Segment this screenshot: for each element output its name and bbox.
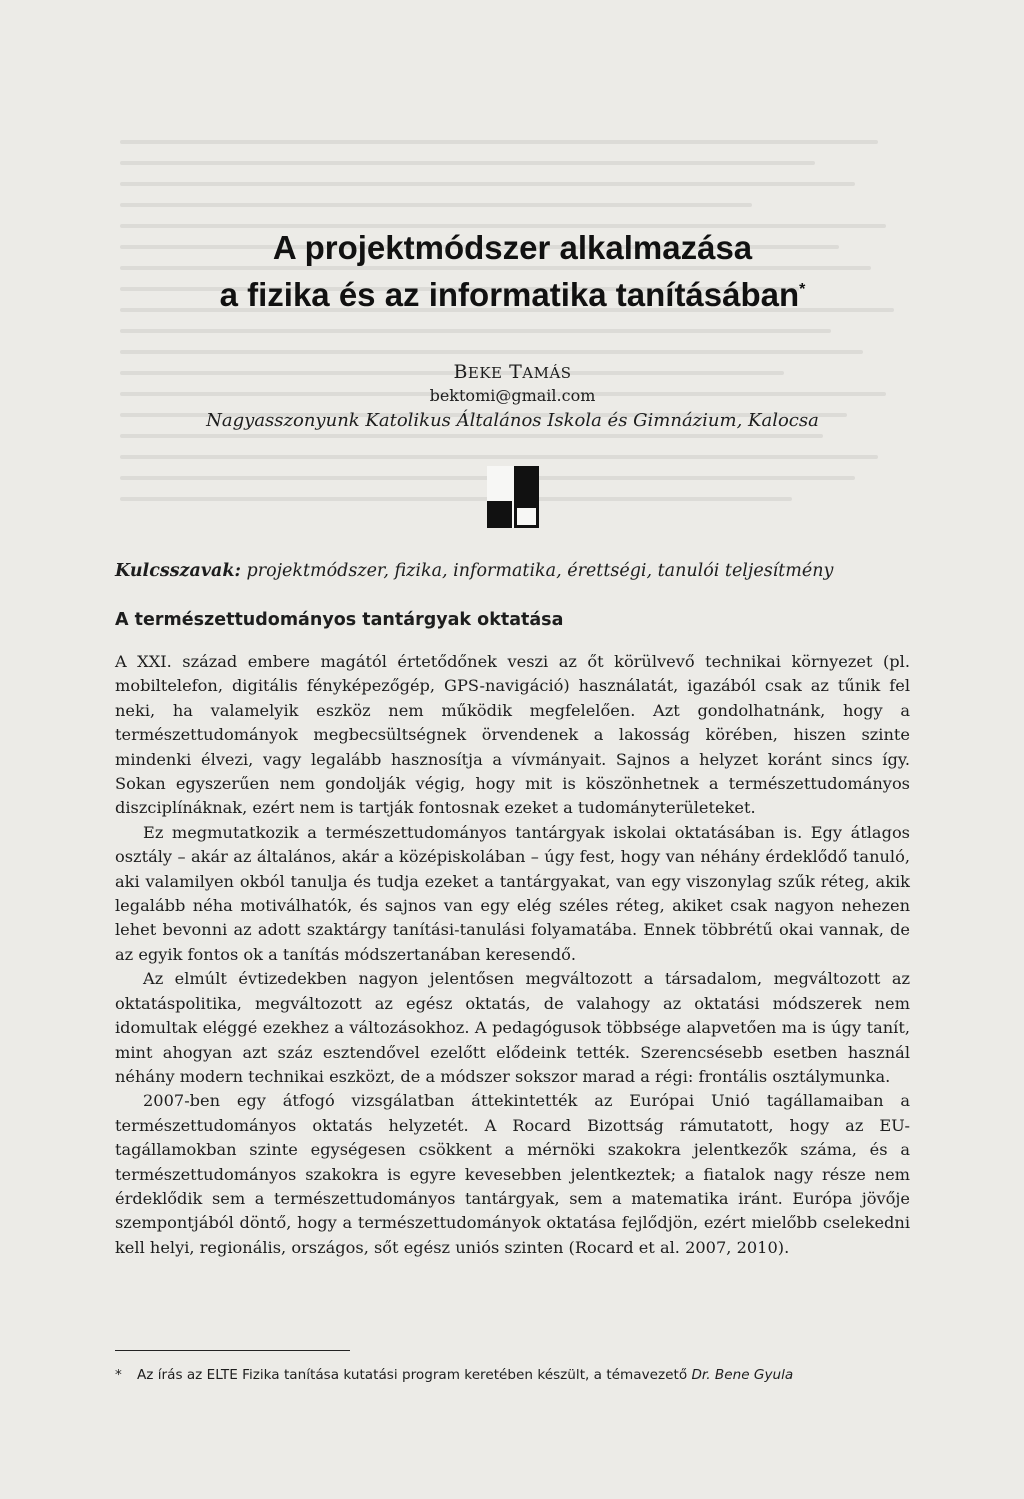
journal-logo xyxy=(487,466,539,528)
footnote-text: Az írás az ELTE Fizika tanítása kutatási program keretében készült, a témavezető xyxy=(137,1367,692,1383)
paragraph-2: Ez megmutatkozik a természettudományos tantárgyak iskolai oktatásában is. Egy átlagos osztály – akár az általános, akár a középiskolában – úgy fest, hogy van néhány érdeklődő tanuló, aki valamilyen okból tanulja és tudja ezeket a tantárgyakat, van egy viszonylag szűk réteg, akik legalább néha motiválhatók, és sajnos van egy elég széles réteg, akiket csak nagyon nehezen lehet bevonni az adott szaktárgy tanítási-tanulási folyamatába. Ennek többrétű okai vannak, de az egyik fontos ok a tanítás módszertanában keresendő. xyxy=(115,822,910,964)
body-text xyxy=(115,650,910,1260)
footnote-divider xyxy=(115,1350,350,1351)
author-last-rest: AMÁS xyxy=(522,364,572,382)
author-first-rest: EKE xyxy=(467,364,503,382)
keywords xyxy=(115,561,910,581)
paragraph-4: 2007-ben egy átfogó vizsgálatban áttekintették az Európai Unió tagállamaiban a természettudományos oktatás helyzetét. A Rocard Bizottság rámutatott, hogy az EU-tagállamokban szinte egységesen csökkent a mérnöki szakokra jelentkezők száma, és a természettudományos szakokra is egyre kevesebben jelentkeztek; a fiatalok nagy része nem érdeklődik sem a természettudományos tantárgyak, sem a matematika iránt. Európa jövője szempontjából döntő, hogy a természettudományok oktatása fejlődjön, ezért mielőbb cselekedni kell helyi, regionális, országos, sőt egész uniós szinten (Rocard et al. 2007, 2010). xyxy=(115,1091,910,1257)
author-name xyxy=(115,361,910,383)
article-title-line-1: A projektmódszer alkalmazása xyxy=(272,229,753,266)
keywords-label: Kulcsszavak: xyxy=(115,561,241,581)
footnote-supervisor: Dr. Bene Gyula xyxy=(691,1367,794,1383)
author-affiliation: Nagyasszonyunk Katolikus Általános Iskola és Gimnázium, Kalocsa xyxy=(206,410,819,431)
keywords-list: projektmódszer, fizika, informatika, érettségi, tanulói teljesítmény xyxy=(246,561,834,581)
author-first-initial: B xyxy=(453,361,468,383)
title-footnote-mark: * xyxy=(799,281,806,298)
author-last-initial: T xyxy=(509,361,523,383)
article-title-line-2-text: a fizika és az informatika tanításában xyxy=(219,276,800,313)
paragraph-1: A XXI. század embere magától értetődőnek veszi az őt körülvevő technikai környezet (pl. mobiltelefon, digitális fényképezőgép, GPS-navigáció) használatát, igazából csak az tűnik fel neki, ha valamelyik eszköz nem működik megfelelően. Azt gondolhatnánk, hogy a természettudományok megbecsültségnek örvendenek a lakosság körében, hiszen szinte mindenki élvezi, vagy legalább hasznosítja a vívmányait. Sajnos a helyzet koránt sincs így. Sokan egyszerűen nem gondolják végig, hogy mit is köszönhetnek a természettudományos diszciplínáknak, ezért nem is tartják fontosnak ezeket a tudományterületeket. xyxy=(115,652,910,818)
footnote-mark: * xyxy=(115,1367,122,1383)
author-email: bektomi@gmail.com xyxy=(429,386,596,405)
paragraph-3: Az elmúlt évtizedekben nagyon jelentősen megváltozott a társadalom, megváltozott az oktatáspolitika, megváltozott az egész oktatás, de valahogy az oktatási módszerek nem idomultak eléggé ezekhez a változásokhoz. A pedagógusok többsége alapvetően ma is úgy tanít, mint ahogyan azt száz esztendővel ezelőtt elődeink tették. Szerencsésebb esetben használ néhány modern technikai eszközt, de a módszer sokszor marad a régi: frontális osztálymunka. xyxy=(115,969,910,1086)
article-title-line-2 xyxy=(115,268,910,317)
footnote xyxy=(115,1367,910,1383)
section-heading: A természettudományos tantárgyak oktatása xyxy=(115,610,564,630)
